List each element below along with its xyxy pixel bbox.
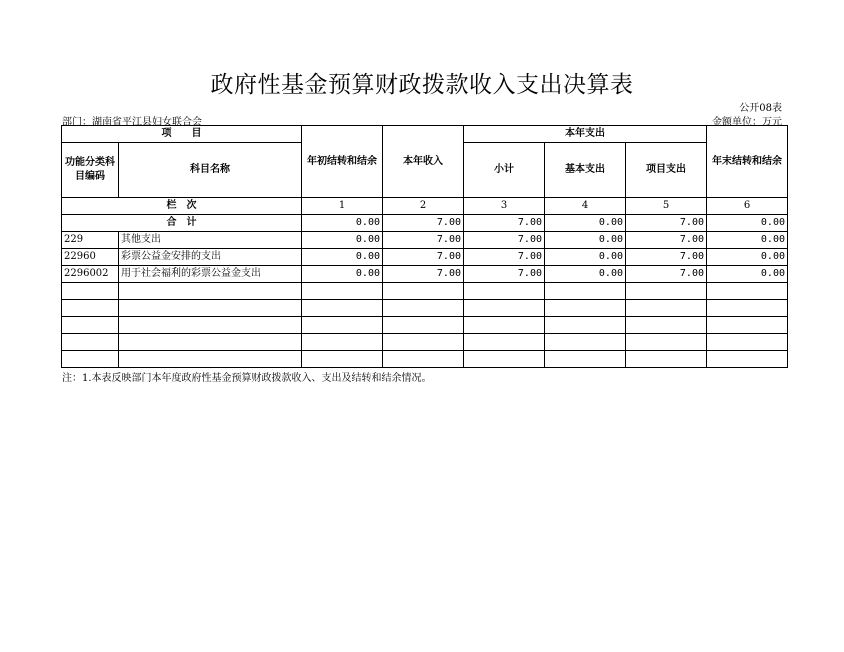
col-num: 4 (545, 198, 626, 215)
header-project: 项目支出 (626, 143, 707, 198)
fund-table (61, 125, 788, 368)
column-label: 栏 次 (62, 198, 302, 215)
cell-income: 7.00 (383, 249, 464, 266)
cell-name: 其他支出 (119, 232, 302, 249)
cell-name: 彩票公益金安排的支出 (119, 249, 302, 266)
cell-basic: 0.00 (545, 232, 626, 249)
footnote: 注：1.本表反映部门本年度政府性基金预算财政拨款收入、支出及结转和结余情况。 (62, 373, 432, 384)
header-end-balance: 年末结转和结余 (707, 126, 788, 198)
total-label: 合 计 (62, 215, 302, 232)
col-num: 5 (626, 198, 707, 215)
empty-row (62, 283, 788, 300)
cell-end: 0.00 (707, 215, 788, 232)
header-subject-name: 科目名称 (119, 143, 302, 198)
department-label: 部门：湖南省平江县妇女联合会 (62, 117, 202, 128)
cell-begin: 0.00 (302, 266, 383, 283)
col-num: 2 (383, 198, 464, 215)
cell-subtotal: 7.00 (464, 215, 545, 232)
header-item: 项 目 (62, 126, 302, 143)
cell-income: 7.00 (383, 232, 464, 249)
cell-project: 7.00 (626, 266, 707, 283)
form-code: 公开08表 (739, 103, 782, 114)
header-income: 本年收入 (383, 126, 464, 198)
col-num: 1 (302, 198, 383, 215)
empty-row (62, 300, 788, 317)
cell-basic: 0.00 (545, 266, 626, 283)
unit-label: 金额单位：万元 (712, 117, 782, 128)
cell-basic: 0.00 (545, 215, 626, 232)
cell-code: 229 (62, 232, 119, 249)
header-expenditure: 本年支出 (464, 126, 707, 143)
column-number-row (62, 198, 788, 215)
cell-begin: 0.00 (302, 249, 383, 266)
cell-code: 22960 (62, 249, 119, 266)
cell-name: 用于社会福利的彩票公益金支出 (119, 266, 302, 283)
cell-end: 0.00 (707, 249, 788, 266)
page-title: 政府性基金预算财政拨款收入支出决算表 (210, 72, 634, 98)
col-num: 6 (707, 198, 788, 215)
header-basic: 基本支出 (545, 143, 626, 198)
header-subtotal: 小计 (464, 143, 545, 198)
empty-row (62, 351, 788, 368)
empty-row (62, 334, 788, 351)
cell-project: 7.00 (626, 215, 707, 232)
cell-basic: 0.00 (545, 249, 626, 266)
cell-subtotal: 7.00 (464, 249, 545, 266)
cell-subtotal: 7.00 (464, 266, 545, 283)
cell-begin: 0.00 (302, 232, 383, 249)
header-func-code: 功能分类科目编码 (62, 143, 119, 198)
cell-income: 7.00 (383, 266, 464, 283)
cell-begin: 0.00 (302, 215, 383, 232)
table-row (62, 266, 788, 283)
header-begin-balance: 年初结转和结余 (302, 126, 383, 198)
cell-code: 2296002 (62, 266, 119, 283)
col-num: 3 (464, 198, 545, 215)
total-row (62, 215, 788, 232)
table-row (62, 249, 788, 266)
empty-row (62, 317, 788, 334)
cell-end: 0.00 (707, 232, 788, 249)
table-row (62, 232, 788, 249)
cell-project: 7.00 (626, 249, 707, 266)
cell-income: 7.00 (383, 215, 464, 232)
cell-subtotal: 7.00 (464, 232, 545, 249)
cell-end: 0.00 (707, 266, 788, 283)
cell-project: 7.00 (626, 232, 707, 249)
